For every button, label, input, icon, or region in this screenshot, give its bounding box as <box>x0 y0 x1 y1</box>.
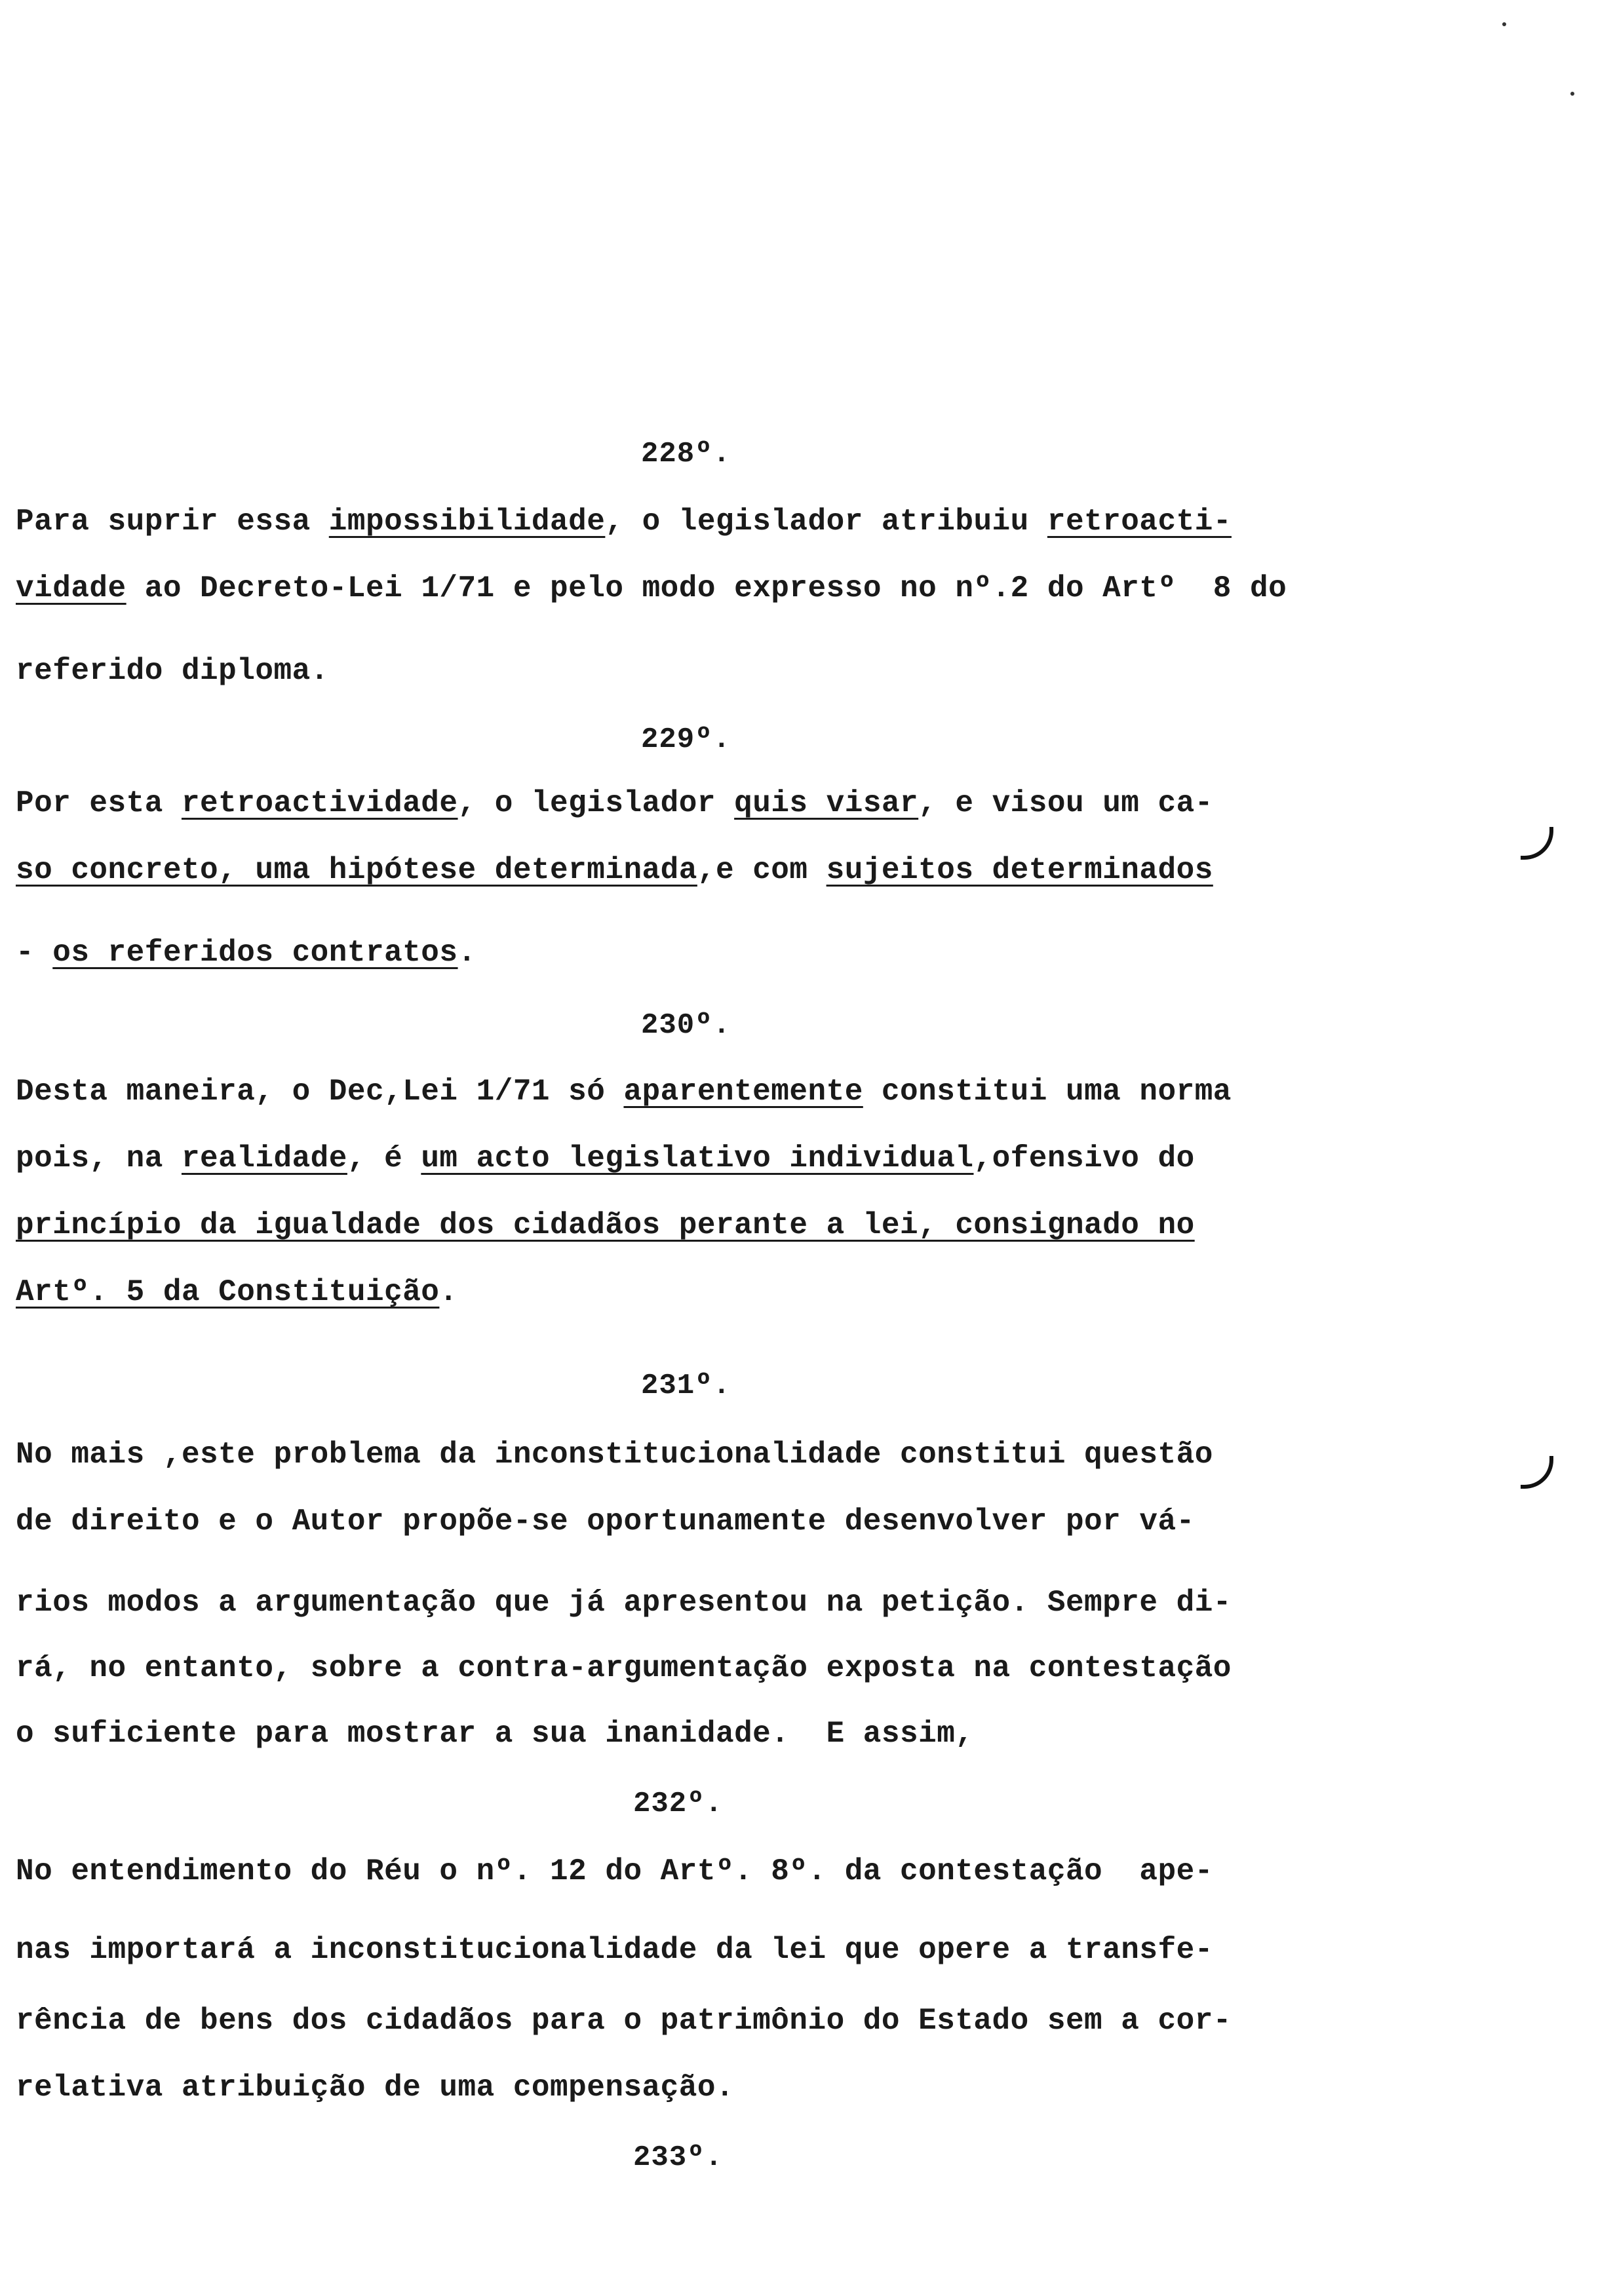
underlined-text: princípio da igualdade dos cidadãos perante a lei, consignado no <box>16 1208 1195 1242</box>
margin-check-mark <box>1521 827 1553 860</box>
text-segment: , é <box>347 1141 421 1176</box>
section-228-line-1 <box>16 505 1232 539</box>
text-segment: o suficiente para mostrar a sua inanidade. E assim, <box>16 1717 974 1751</box>
text-segment: . <box>439 1275 458 1309</box>
underlined-text: sujeitos determinados <box>826 853 1213 887</box>
text-segment: relativa atribuição de uma compensação. <box>16 2071 735 2105</box>
underlined-text: Artº. 5 da Constituição <box>16 1275 440 1309</box>
text-segment: , o legislador <box>457 786 735 820</box>
underlined-text: retroacti- <box>1047 505 1232 539</box>
underlined-text: so concreto, uma hipótese determinada <box>16 853 697 887</box>
section-number-230: 230º. <box>641 1009 731 1042</box>
scan-speck <box>1502 22 1506 26</box>
section-232-line-3 <box>16 2004 1232 2038</box>
text-segment: ao Decreto-Lei 1/71 e pelo modo expresso no nº.2 do Artº 8 do <box>126 571 1287 605</box>
section-number-228: 228º. <box>641 438 731 470</box>
text-segment: No mais ,este problema da inconstitucionalidade constitui questão <box>16 1438 1213 1472</box>
margin-check-mark <box>1521 1456 1553 1489</box>
underlined-text: realidade <box>181 1141 347 1176</box>
text-segment: No entendimento do Réu o nº. 12 do Artº. 8º. da contestação ape- <box>16 1854 1213 1888</box>
text-segment: rência de bens dos cidadãos para o patrimônio do Estado sem a cor- <box>16 2004 1232 2038</box>
underlined-text: quis visar <box>734 786 919 820</box>
text-segment: . <box>457 936 477 970</box>
section-231-line-2 <box>16 1504 1195 1539</box>
section-228-line-3 <box>16 654 329 688</box>
section-232-line-2 <box>16 1933 1213 1967</box>
text-segment: rá, no entanto, sobre a contra-argumentação exposta na contestação <box>16 1651 1232 1685</box>
section-number-231: 231º. <box>641 1369 731 1402</box>
section-number-233: 233º. <box>633 2141 724 2174</box>
section-231-line-5 <box>16 1717 973 1751</box>
section-230-line-1 <box>16 1075 1232 1109</box>
underlined-text: aparentemente <box>623 1075 863 1109</box>
section-231-line-1 <box>16 1438 1213 1472</box>
text-segment: , e visou um ca- <box>918 786 1213 820</box>
underlined-text: retroactividade <box>181 786 458 820</box>
text-segment: constitui uma norma <box>863 1075 1232 1109</box>
section-232-line-1 <box>16 1854 1213 1888</box>
text-segment: rios modos a argumentação que já apresentou na petição. Sempre di- <box>16 1586 1232 1620</box>
text-segment: Por esta <box>16 786 182 820</box>
underlined-text: os referidos contratos <box>52 936 458 970</box>
section-229-line-1 <box>16 786 1213 820</box>
text-segment: pois, na <box>16 1141 182 1176</box>
scan-speck <box>1570 92 1574 96</box>
section-231-line-3 <box>16 1586 1232 1620</box>
section-number-232: 232º. <box>633 1788 724 1820</box>
text-segment: , o legislador atribuiu <box>605 505 1047 539</box>
text-segment: Para suprir essa <box>16 505 329 539</box>
section-230-line-2 <box>16 1141 1195 1176</box>
underlined-text: impossibilidade <box>328 505 606 539</box>
underlined-text: um acto legislativo individual <box>421 1141 974 1176</box>
text-segment: referido diploma. <box>16 654 329 688</box>
section-230-line-3 <box>16 1208 1195 1242</box>
text-segment: nas importará a inconstitucionalidade da lei que opere a transfe- <box>16 1933 1213 1967</box>
section-231-line-4 <box>16 1651 1232 1685</box>
section-230-line-4 <box>16 1275 458 1309</box>
section-number-229: 229º. <box>641 723 731 756</box>
text-segment: ,ofensivo do <box>973 1141 1195 1176</box>
underlined-text: vidade <box>16 571 126 605</box>
text-segment: - <box>16 936 53 970</box>
section-229-line-3 <box>16 936 477 970</box>
text-segment: de direito e o Autor propõe-se oportunamente desenvolver por vá- <box>16 1504 1195 1539</box>
section-228-line-2 <box>16 571 1287 605</box>
text-segment: ,e com <box>697 853 827 887</box>
text-segment: Desta maneira, o Dec,Lei 1/71 só <box>16 1075 624 1109</box>
section-229-line-2 <box>16 853 1213 887</box>
section-232-line-4 <box>16 2071 734 2105</box>
